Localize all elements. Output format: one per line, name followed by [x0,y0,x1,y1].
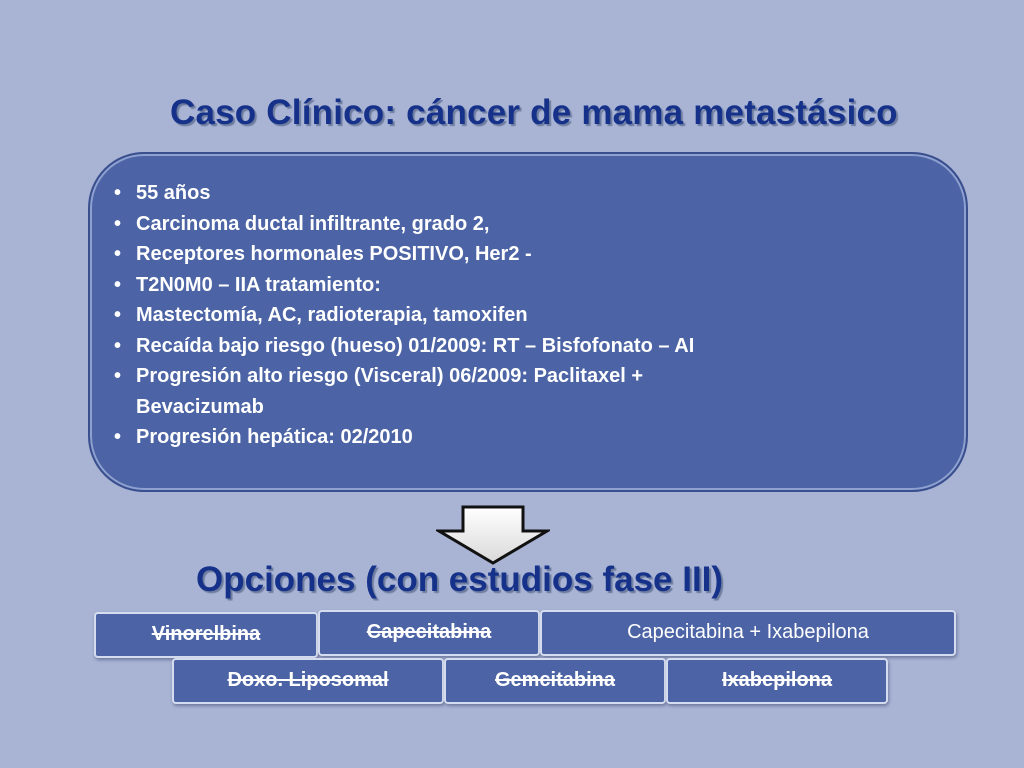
case-item-progression-hepatic: • Progresión hepática: 02/2010 [112,422,872,453]
bullet-icon: • [114,273,122,296]
down-arrow-icon [436,505,550,565]
bullet-icon: • [114,243,122,265]
bullet-icon: • [114,304,122,326]
bullet-icon: • [114,334,122,357]
option-capecitabina: Capecitabina [318,610,540,656]
case-item-age: • 55 años [112,178,872,209]
options-title: Opciones (con estudios fase III) [196,560,724,599]
bullet-icon: • [114,182,122,204]
option-ixabepilona: Ixabepilona [666,658,888,704]
case-item-histology: • Carcinoma ductal infiltrante, grado 2, [112,209,872,240]
option-capecitabina-ixabepilona: Capecitabina + Ixabepilona [540,610,956,656]
bullet-icon: • [114,212,122,235]
case-item-staging: • T2N0M0 – IIA tratamiento: [112,270,872,301]
option-vinorelbina: Vinorelbina [94,612,318,658]
bullet-icon: • [114,365,122,387]
slide-title: Caso Clínico: cáncer de mama metastásico [170,93,898,132]
option-doxo-liposomal: Doxo. Liposomal [172,658,444,704]
case-item-receptors: • Receptores hormonales POSITIVO, Her2 - [112,239,872,270]
case-item-relapse: • Recaída bajo riesgo (hueso) 01/2009: RT – Bisfofonato – AI [112,331,872,362]
case-item-treatment: • Mastectomía, AC, radioterapia, tamoxifen [112,300,872,331]
case-item-progression-visceral: • Progresión alto riesgo (Visceral) 06/2009: Paclitaxel + Bevacizumab [112,361,872,422]
case-details-list [112,178,872,453]
case-summary-box [88,152,968,492]
bullet-icon: • [114,426,122,448]
option-gemcitabina: Gemcitabina [444,658,666,704]
